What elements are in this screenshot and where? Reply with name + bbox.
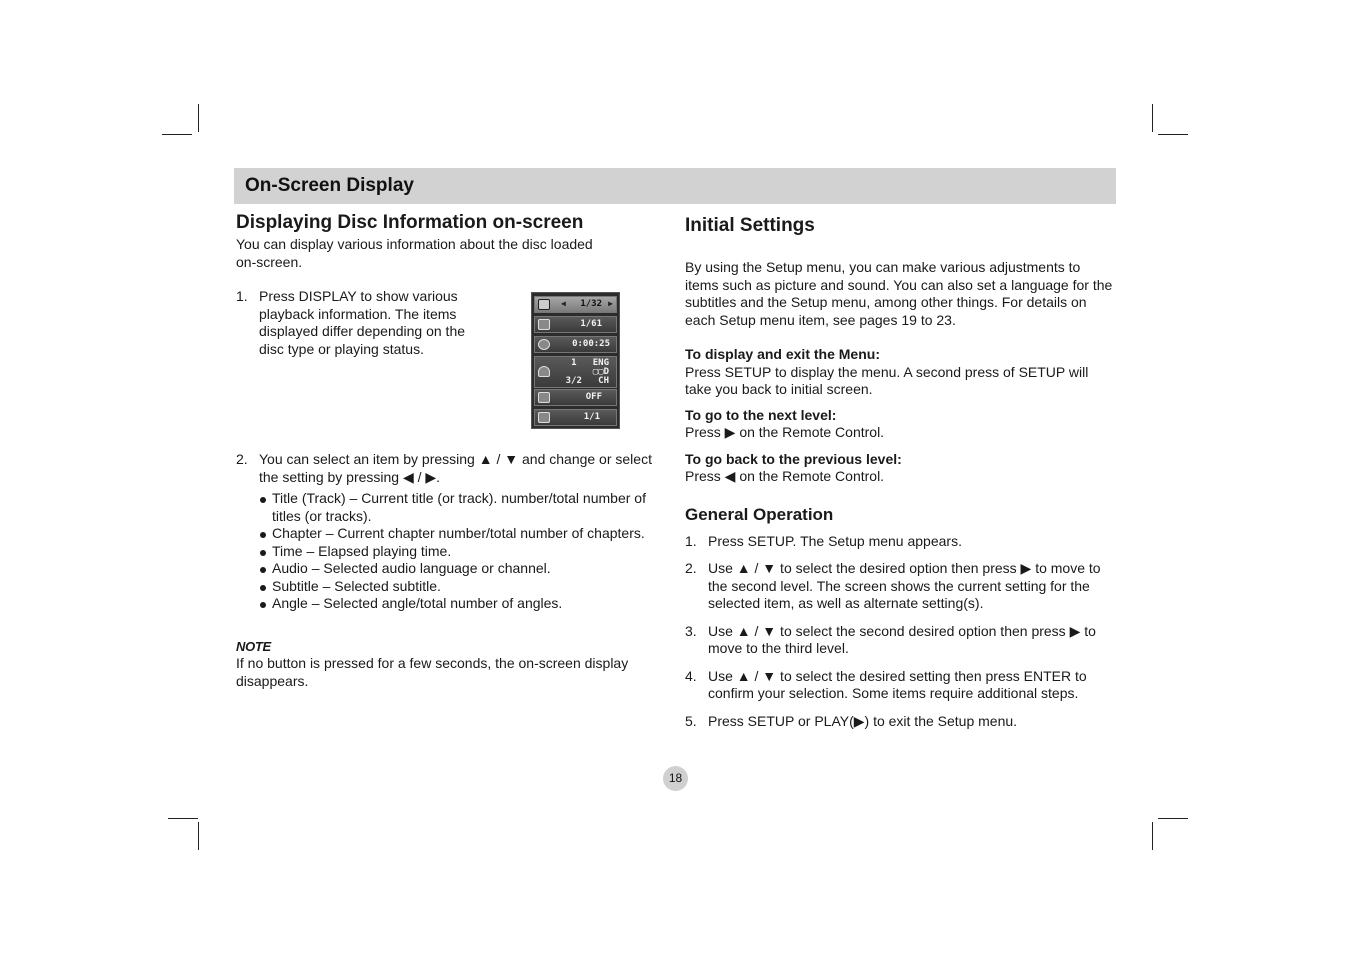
disc-info-intro: You can display various information about the disc loaded on-screen. (236, 236, 593, 270)
list-item: Time – Elapsed playing time. (259, 543, 666, 561)
osd-row-audio (534, 356, 617, 388)
osd-row-title (534, 296, 617, 313)
step-text: Press SETUP or PLAY(▶) to exit the Setup menu. (708, 712, 1018, 729)
osd-value: 0:00:25 (572, 339, 610, 349)
step-text: Press SETUP. The Setup menu appears. (708, 532, 962, 549)
crop-mark (198, 104, 199, 132)
step-item (685, 713, 1117, 731)
note-text: If no button is pressed for a few seconds, the on-screen display disappears. (236, 655, 629, 689)
step-item (685, 668, 1117, 703)
step-number: 4. (685, 667, 697, 684)
crop-mark (1158, 818, 1188, 819)
section-title: On-Screen Display (245, 175, 414, 196)
previous-level-heading: To go back to the previous level: (685, 450, 902, 467)
osd-value: OFF (585, 392, 602, 402)
note-title: NOTE (236, 638, 271, 654)
page-number: 18 (663, 766, 688, 791)
general-operation-title: General Operation (685, 504, 834, 524)
step-text: Use ▲ / ▼ to select the desired setting then press ENTER to confirm your selection. Some items require additional steps. (708, 667, 1087, 701)
subtitle-icon (538, 392, 550, 403)
step-text: You can select an item by pressing ▲ / ▼ and change or select the setting by pressing ◀ / ▶. (259, 451, 652, 485)
disc-info-title: Displaying Disc Information on-screen (236, 212, 584, 233)
list-item: Angle – Selected angle/total number of angles. (259, 595, 666, 613)
crop-mark (1152, 104, 1153, 132)
left-arrow-icon: ◀ (561, 299, 566, 308)
info-bullet-list (259, 490, 666, 613)
step-number: 2. (236, 451, 248, 467)
step-item (236, 451, 666, 486)
right-column (685, 210, 1117, 730)
step-number: 1. (685, 532, 697, 549)
crop-mark (198, 822, 199, 850)
osd-value: 1/61 (580, 319, 602, 329)
crop-mark (162, 134, 192, 135)
angle-icon (538, 412, 550, 423)
crop-mark (168, 818, 198, 819)
osd-row-chapter (534, 316, 617, 333)
audio-icon (538, 366, 550, 377)
list-item: Audio – Selected audio language or channel. (259, 560, 666, 578)
step-text: Use ▲ / ▼ to select the desired option then press ▶ to move to the second level. The screen shows the current setting for the selected item, as well as alternate setting(s). (708, 560, 1101, 611)
step-item (685, 623, 1117, 658)
step-text: Use ▲ / ▼ to select the second desired option then press ▶ to move to the third level. (708, 622, 1096, 656)
disc-title-icon (538, 299, 550, 310)
right-arrow-icon: ▶ (608, 299, 613, 308)
step-number: 1. (236, 288, 248, 304)
list-item: Subtitle – Selected subtitle. (259, 578, 666, 596)
list-item: Chapter – Current chapter number/total number of chapters. (259, 525, 666, 543)
step-number: 5. (685, 712, 697, 729)
left-column (236, 210, 666, 690)
crop-mark (1152, 822, 1153, 850)
osd-row-time (534, 336, 617, 353)
step-number: 3. (685, 622, 697, 639)
menu-text: Press SETUP to display the menu. A second press of SETUP will take you back to initial screen. (685, 363, 1089, 397)
step-item (685, 560, 1117, 613)
step-number: 2. (685, 560, 697, 576)
clock-icon (538, 339, 550, 350)
previous-level-text: Press ◀ on the Remote Control. (685, 468, 885, 484)
chapter-icon (538, 319, 550, 330)
osd-value: 1/32 (580, 299, 602, 309)
initial-settings-title: Initial Settings (685, 215, 815, 236)
step-item (685, 533, 1117, 551)
step-text: Press DISPLAY to show various playback information. The items displayed differ depending on the disc type or playing status. (259, 288, 466, 357)
osd-value: 1/1 (583, 412, 600, 422)
list-item: Title (Track) – Current title (or track). number/total number of titles (or tracks). (259, 490, 666, 525)
next-level-heading: To go to the next level: (685, 406, 837, 423)
osd-panel (531, 292, 620, 429)
step-item (236, 288, 474, 358)
crop-mark (1158, 134, 1188, 135)
menu-heading: To display and exit the Menu: (685, 346, 880, 362)
osd-row-angle (534, 409, 617, 426)
initial-settings-intro: By using the Setup menu, you can make various adjustments to items such as picture and sound. You can also set a language for the subtitles and the Setup menu, among other things. For details on each Setup menu item, see pages 19 to 23. (685, 259, 1113, 328)
osd-value: 1 ENG ▢▢D 3/2 CH (565, 358, 609, 386)
osd-row-subtitle (534, 389, 617, 406)
section-header (234, 168, 1116, 204)
next-level-text: Press ▶ on the Remote Control. (685, 424, 885, 440)
